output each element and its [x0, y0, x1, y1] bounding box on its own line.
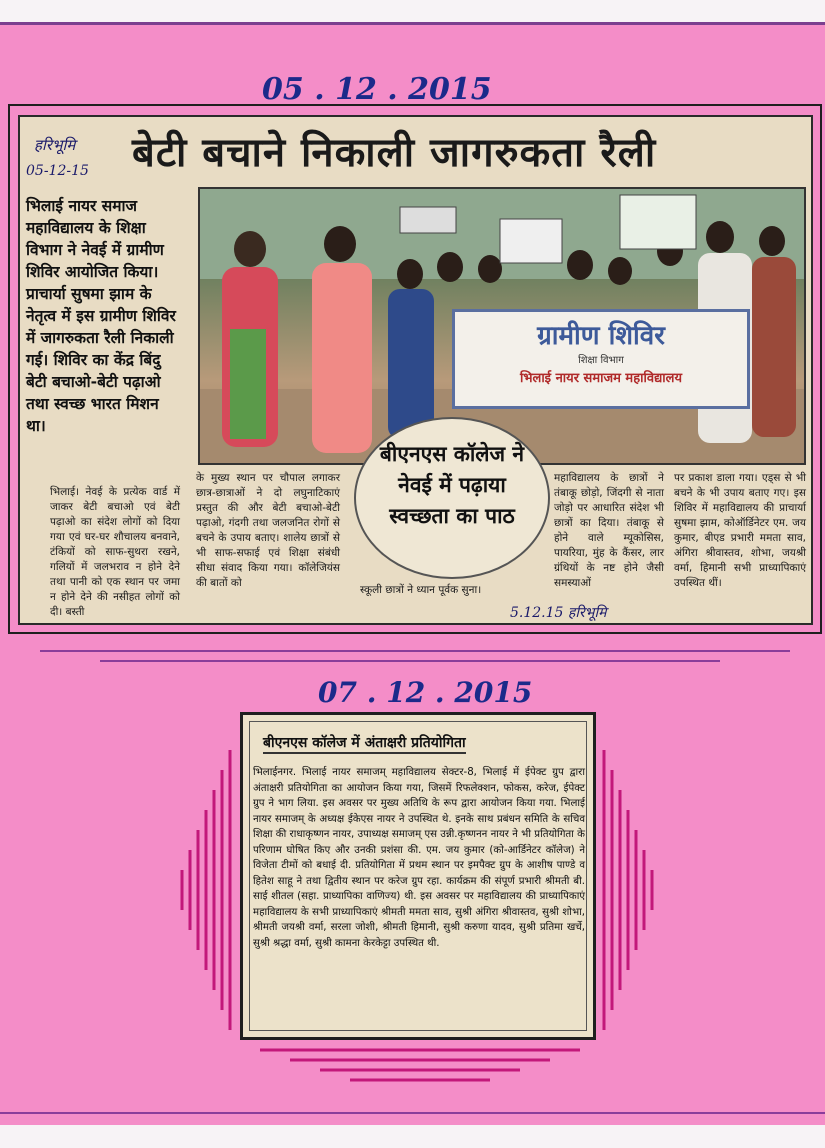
column-3: महाविद्यालय के छात्रों ने तंबाकू छोड़ो, जिंदगी से नाता जोड़ो पर आधारित संदेश भी छात्रों का दिया। तंबाकू से होने वाले म्यूकोसिस, पायरिया, मुंह के कैंसर, लार ग्रंथियों के नष्ट होने जैसी समस्याओं	[554, 472, 664, 589]
rally-banner	[452, 309, 750, 409]
divider-line-1	[40, 650, 790, 652]
clipping2-body: भिलाईनगर. भिलाई नायर समाजम् महाविद्यालय सेक्टर-8, भिलाई में ईपेक्ट ग्रुप द्वारा अंताक्षरी प्रतियोगिता का आयोजन किया गया, जिसमें रिफलेक्शन, फोकस, करेज, ईपेक्ट ग्रुप ने भाग लिया. इस अवसर पर मुख्य अतिथि के रूप द्वारा आयोजन किया गया. भिलाई नायर समाजम् के अध्यक्ष ईकेएस नायर ने उपस्थित थे. इनके साथ प्रबंधन समिति के सचिव शिक्षा की राधाकृष्णन नायर, उपाध्यक्ष समाजम् एस उन्नी.कृष्णनन नायर ने भी प्रतियोगिता के परिणाम घोषित किए और उनकी प्रशंसा की. एम. जय कुमार (को-आर्डिनेटर कॉलेज) ने विजेता टीमों को बधाई दी. प्रतियोगिता में प्रथम स्थान पर इमपैक्ट ग्रुप के आशीष पाण्डे व हितेश साहू ने तथा द्वितीय स्थान पर करेज ग्रुप रहा. कार्यक्रम की संपूर्ण प्रभारी श्रीमती बी. साई शीतल (सहा. प्राध्यापिका वाणिज्य) थी. इस अवसर पर महाविद्यालय की प्राध्यापिकाएं महाविद्यालय के सभी प्राध्यापिकाएं श्रीमती ममता साव, सुश्री अंगिरा श्रीवास्तव, सुश्री शोभा, श्रीमती जयश्री वर्मा, सरला जोशी, श्रीमती हिमानी, सुश्री करुणा यादव, सुश्री प्रतिमा खर्चे, सुश्री श्रद्धा वर्मा, सुश्री कामना केरकेट्टा उपस्थित थी.	[253, 767, 585, 949]
clipping1	[18, 115, 813, 625]
clipping1-lede: भिलाई नायर समाज महाविद्यालय के शिक्षा विभाग ने नेवई में ग्रामीण शिविर आयोजित किया। प्राचार्या सुषमा झाम के नेतृत्व में इस ग्रामीण शिविर में जागरुकता रैली निकाली गई। शिविर का केंद्र बिंदु बेटी बचाओ-बेटी पढ़ाओ तथा स्वच्छ भारत मिशन था।	[26, 197, 176, 435]
divider-line-2	[100, 660, 720, 662]
callout-ellipse	[354, 417, 550, 579]
clipping1-signature: 5.12.15 हरिभूमि	[510, 605, 607, 621]
clipping1-handwritten-date: 05-12-15	[26, 163, 89, 179]
decorative-stripes-bottom	[250, 1044, 590, 1094]
paper-name: हरिभूमि	[34, 136, 76, 154]
clipping2-headline: बीएनएस कॉलेज में अंताक्षरी प्रतियोगिता	[263, 733, 466, 754]
banner-title: ग्रामीण शिविर	[537, 321, 665, 351]
column-2: के मुख्य स्थान पर चौपाल लगाकर छात्र-छात्राओं ने दो लघुनाटिकाएं प्रस्तुत की और बेटी बचाओ-बेटी पढ़ाओ, गंदगी तथा जलजनित रोगों से बचने के उपाय बताए। शालेय छात्रों से भी साफ-सफाई एवं शिक्षा संबंधी सीधा संवाद किया गया। कॉलेजियंस की बातों को	[196, 472, 340, 589]
clipping1-headline: बेटी बचाने निकाली जागरुकता रैली	[132, 130, 657, 176]
bottom-date-stamp: 07 . 12 . 2015	[318, 676, 533, 709]
column-4: पर प्रकाश डाला गया। एड्स से भी बचने के भी उपाय बताए गए। इस शिविर में महाविद्यालय की प्राचार्या सुषमा झाम, कोऑर्डिनेटर एम. जय कुमार, बीएड प्रभारी ममता साव, अंगिरा श्रीवास्तव, शोभा, जयश्री वर्मा, हिमानी सभी प्राध्यापिकाएं उपस्थित थीं।	[674, 472, 806, 589]
decorative-stripes-right	[596, 730, 660, 1050]
column-1: भिलाई। नेवई के प्रत्येक वार्ड में जाकर बेटी बचाओ एवं बेटी पढ़ाओ का संदेश लोगों को दिया गया एवं घर-घर शौचालय बनवाने, टंकियों को साफ-सुथरा रखने, गलियों में जलभराव न होने देने तथा पानी को एक स्थान पर जमा न होने देने की नसीहत लोगों को दी। बस्ती	[50, 486, 180, 618]
decorative-stripes-left	[176, 730, 240, 1050]
rally-photo	[198, 187, 806, 465]
clipping2	[240, 712, 596, 1040]
banner-college: भिलाई नायर समाजम महाविद्यालय	[520, 371, 682, 386]
callout-text: बीएनएस कॉलेज ने नेवई में पढ़ाया स्वच्छता का पाठ	[379, 442, 525, 528]
banner-subtitle: शिक्षा विभाग	[578, 355, 624, 366]
column-3-tail: स्कूली छात्रों ने ध्यान पूर्वक सुना।	[360, 584, 482, 596]
bottom-rule	[0, 1112, 825, 1114]
top-date-stamp: 05 . 12 . 2015	[262, 72, 492, 107]
